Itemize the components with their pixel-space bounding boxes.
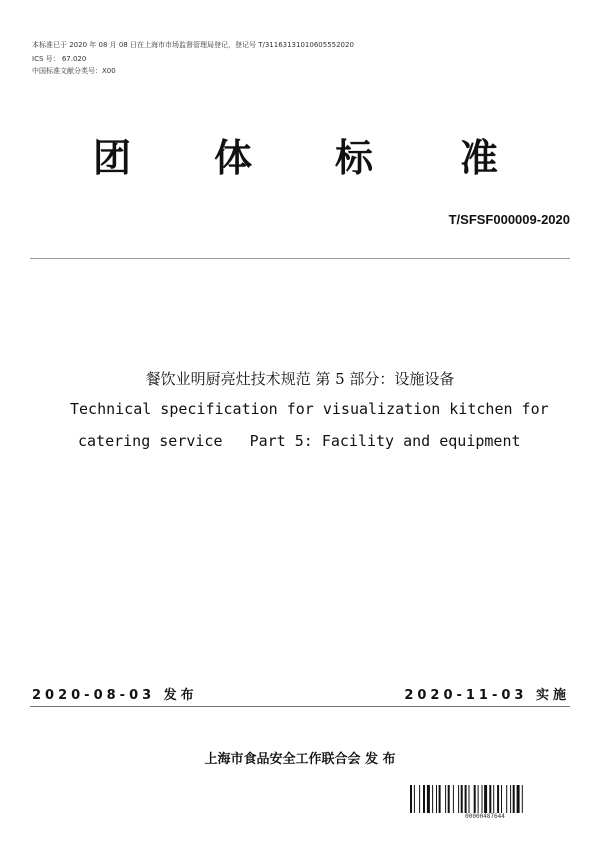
barcode-bar: [453, 785, 454, 813]
barcode-bar: [474, 785, 476, 813]
barcode-bar: [432, 785, 433, 813]
barcode-bar: [478, 785, 479, 813]
implement-date: 2020-11-03 实施: [404, 688, 570, 703]
barcode-bar: [497, 785, 499, 813]
title-english-line2: catering service Part 5: Facility and equipment: [78, 432, 521, 450]
divider: [30, 706, 570, 707]
issuer: 上海市食品安全工作联合会 发 布: [204, 752, 396, 767]
publish-date: 2020-08-03 发布: [32, 688, 198, 703]
barcode-bar: [423, 785, 425, 813]
barcode-bar: [513, 785, 515, 813]
barcode-bar: [414, 785, 415, 813]
barcode-bar: [439, 785, 441, 813]
barcode-bar: [517, 785, 520, 813]
barcode-bar: [427, 785, 430, 813]
barcode-bar: [445, 785, 446, 813]
barcode-bar: [484, 785, 487, 813]
title-chinese: 餐饮业明厨亮灶技术规范 第 5 部分：设施设备: [145, 370, 455, 388]
barcode-bar: [482, 785, 483, 813]
barcode-bar: [410, 785, 412, 813]
title-char: 准: [460, 136, 499, 180]
barcode-bar: [469, 785, 470, 813]
barcode-bar: [448, 785, 450, 813]
title-char: 团: [93, 136, 132, 180]
classification-number: 中国标准文献分类号：X00: [32, 67, 116, 75]
barcode-bar: [489, 785, 491, 813]
barcode-bar: [506, 785, 507, 813]
divider: [30, 258, 570, 259]
barcode-bar: [465, 785, 467, 813]
title-char: 体: [214, 136, 253, 180]
standard-code: T/SFSF000009-2020: [448, 212, 570, 227]
barcode-bar: [461, 785, 463, 813]
barcode-bar: [522, 785, 523, 813]
barcode-bar: [510, 785, 511, 813]
barcode-bar: [458, 785, 459, 813]
barcode-bar: [419, 785, 420, 813]
ics-number: ICS 号： 67.020: [32, 55, 87, 63]
barcode: [410, 785, 560, 813]
barcode-bar: [493, 785, 494, 813]
registration-note: 本标准已于 2020 年 08 月 08 日在上海市市场监督管理局登记，登记号 T/31163131010605552020: [32, 41, 354, 49]
title-english-line1: Technical specification for visualization kitchen for: [70, 400, 549, 418]
barcode-bar: [501, 785, 502, 813]
barcode-bar: [436, 785, 437, 813]
title-char: 标: [335, 136, 374, 180]
barcode-number: 00000487644: [465, 813, 505, 820]
document-category-title: [0, 135, 600, 185]
